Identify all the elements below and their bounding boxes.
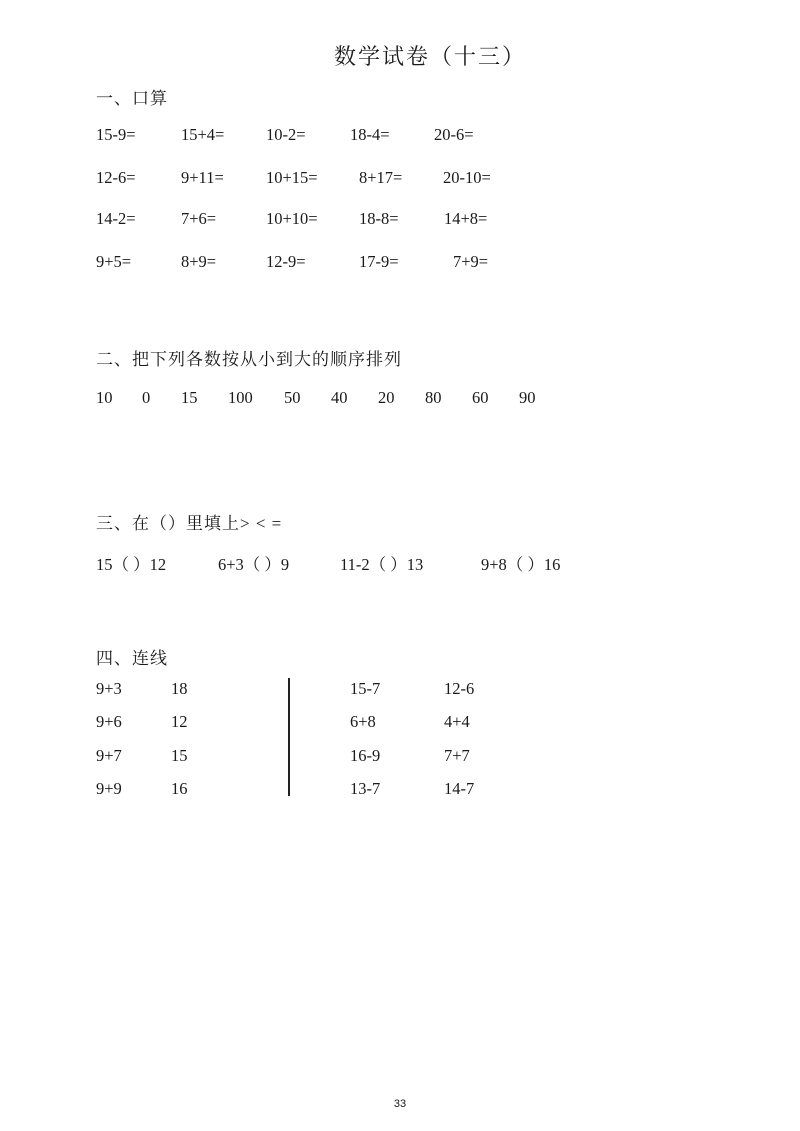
match-expression: 16-9 [350, 746, 381, 765]
oral-calc-item: 7+9= [453, 252, 489, 271]
sort-number: 80 [425, 388, 442, 407]
compare-item: 6+3（ ）9 [218, 555, 290, 574]
oral-calc-item: 7+6= [181, 209, 217, 228]
sort-number: 40 [331, 388, 348, 407]
sort-number: 0 [142, 388, 151, 407]
page-number: 33 [393, 1098, 407, 1110]
oral-calc-item: 12-6= [96, 168, 136, 187]
oral-calc-item: 8+9= [181, 252, 217, 271]
compare-item: 15（ ）12 [96, 555, 167, 574]
match-answer: 18 [171, 679, 188, 698]
match-expression: 14-7 [444, 779, 475, 798]
oral-calc-item: 14+8= [444, 209, 488, 228]
compare-item: 11-2（ ）13 [340, 555, 424, 574]
oral-calc-item: 15-9= [96, 125, 136, 144]
sort-number: 20 [378, 388, 395, 407]
match-expression: 9+3 [96, 679, 122, 698]
oral-calc-item: 20-6= [434, 125, 474, 144]
oral-calc-item: 9+5= [96, 252, 132, 271]
match-answer: 12 [171, 712, 188, 731]
oral-calc-item: 14-2= [96, 209, 136, 228]
oral-calc-item: 9+11= [181, 168, 224, 187]
match-expression: 7+7 [444, 746, 470, 765]
match-expression: 13-7 [350, 779, 381, 798]
sort-number: 60 [472, 388, 489, 407]
match-expression: 9+9 [96, 779, 122, 798]
match-expression: 9+6 [96, 712, 122, 731]
match-expression: 12-6 [444, 679, 475, 698]
section4-heading: 四、连线 [96, 649, 168, 668]
oral-calc-item: 10-2= [266, 125, 306, 144]
sort-number: 50 [284, 388, 301, 407]
oral-calc-item: 15+4= [181, 125, 225, 144]
oral-calc-item: 12-9= [266, 252, 306, 271]
oral-calc-item: 18-4= [350, 125, 390, 144]
match-expression: 4+4 [444, 712, 470, 731]
sort-number: 100 [228, 388, 253, 407]
section1-heading: 一、口算 [96, 89, 168, 108]
oral-calc-item: 10+10= [266, 209, 318, 228]
oral-calc-item: 10+15= [266, 168, 318, 187]
match-divider [288, 678, 290, 796]
oral-calc-item: 18-8= [359, 209, 399, 228]
sort-number: 10 [96, 388, 113, 407]
section3-heading: 三、在（）里填上> < = [96, 514, 283, 533]
sort-number: 90 [519, 388, 536, 407]
match-expression: 15-7 [350, 679, 381, 698]
oral-calc-item: 17-9= [359, 252, 399, 271]
section2-heading: 二、把下列各数按从小到大的顺序排列 [96, 350, 402, 369]
match-answer: 15 [171, 746, 188, 765]
match-answer: 16 [171, 779, 188, 798]
sort-number: 15 [181, 388, 198, 407]
match-expression: 6+8 [350, 712, 376, 731]
match-expression: 9+7 [96, 746, 122, 765]
page-title: 数学试卷（十三） [333, 44, 526, 69]
compare-item: 9+8（ ）16 [481, 555, 561, 574]
oral-calc-item: 8+17= [359, 168, 403, 187]
oral-calc-item: 20-10= [443, 168, 491, 187]
